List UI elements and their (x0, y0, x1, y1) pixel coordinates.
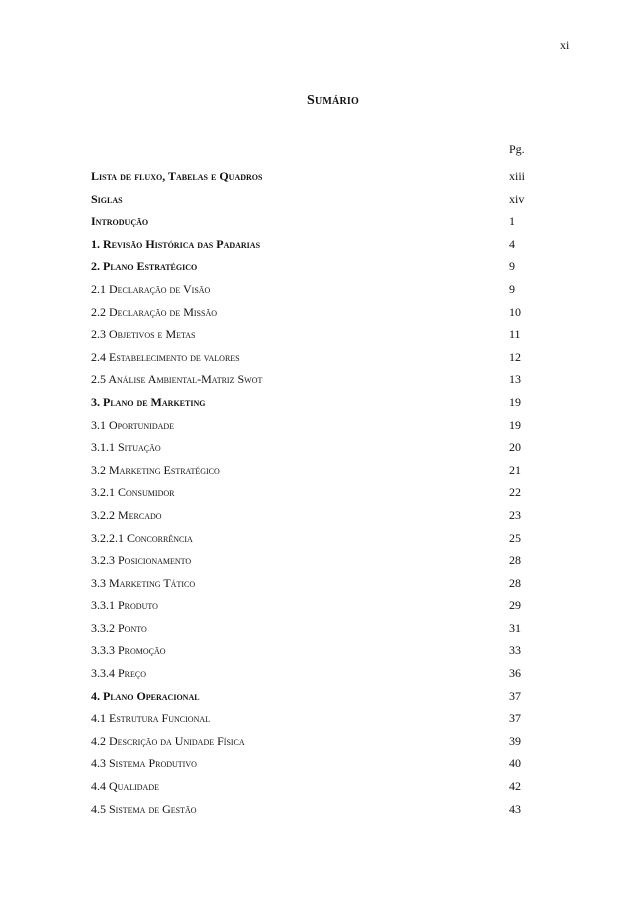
toc-entry-label: 2.4 Estabelecimento de valores (91, 349, 240, 364)
toc-entry (91, 685, 551, 708)
toc-entry-label: 4.5 Sistema de Gestão (91, 801, 197, 816)
toc-entry-page: 11 (509, 327, 521, 342)
toc-entry (91, 775, 551, 798)
toc-entry-label: 4.4 Qualidade (91, 779, 159, 794)
table-of-contents (91, 165, 551, 820)
toc-entry (91, 662, 551, 685)
toc-entry-label: 3.2 Marketing Estratégico (91, 462, 220, 477)
toc-entry-label: 3.3.1 Produto (91, 598, 158, 613)
toc-entry-page: xiv (509, 191, 525, 206)
toc-entry-label: 3.2.2.1 Concorrência (91, 530, 193, 545)
toc-entry-page: 42 (509, 779, 521, 794)
toc-entry-page: 4 (509, 236, 515, 251)
toc-entry-page: 23 (509, 507, 521, 522)
toc-entry-page: 22 (509, 485, 521, 500)
toc-entry-label: 3. Plano de Marketing (91, 394, 206, 409)
toc-entry-label: 3.3.3 Promoção (91, 643, 166, 658)
toc-entry-page: 9 (509, 281, 515, 296)
toc-entry-label: 1. Revisão Histórica das Padarias (91, 236, 261, 251)
toc-entry-page: 37 (509, 711, 521, 726)
toc-entry (91, 594, 551, 617)
toc-entry (91, 481, 551, 504)
toc-entry-label: 2.2 Declaração de Missão (91, 304, 218, 319)
toc-entry-page: 1 (509, 214, 515, 229)
toc-entry-page: 37 (509, 688, 521, 703)
toc-entry (91, 391, 551, 414)
toc-entry (91, 549, 551, 572)
toc-entry-label: 3.2.1 Consumidor (91, 485, 175, 500)
toc-entry-label: 2.3 Objetivos e Metas (91, 327, 196, 342)
page-column-header: Pg. (509, 142, 525, 156)
toc-entry (91, 527, 551, 550)
toc-entry (91, 730, 551, 753)
toc-entry (91, 414, 551, 437)
toc-entry-page: xiii (509, 169, 526, 183)
toc-entry (91, 639, 551, 662)
toc-entry-page: 10 (509, 304, 521, 319)
toc-entry-label: 3.2.3 Posicionamento (91, 553, 192, 568)
toc-entry-page: 28 (509, 575, 521, 590)
toc-entry-label: 3.1 Oportunidade (91, 417, 175, 432)
toc-entry (91, 617, 551, 640)
toc-entry (91, 436, 551, 459)
toc-entry-label: 3.3.2 Ponto (91, 620, 147, 635)
toc-entry-page: 43 (509, 801, 521, 816)
toc-entry-label: 2.1 Declaração de Visão (91, 281, 211, 296)
toc-entry-page: 31 (509, 620, 521, 635)
toc-entry (91, 278, 551, 301)
toc-entry-label: Introdução (91, 214, 149, 229)
page-number: xi (560, 38, 570, 52)
toc-entry-page: 19 (509, 394, 521, 409)
toc-entry (91, 301, 551, 324)
toc-entry-label: 2. Plano Estratégico (91, 259, 198, 274)
toc-entry (91, 368, 551, 391)
toc-entry-page: 12 (509, 349, 521, 364)
toc-entry-page: 28 (509, 553, 521, 568)
toc-entry-page: 33 (509, 643, 521, 658)
toc-entry-label: Siglas (91, 191, 123, 206)
toc-entry-label: 2.5 Análise Ambiental-Matriz Swot (91, 372, 263, 387)
toc-entry (91, 165, 551, 188)
toc-entry (91, 459, 551, 482)
toc-entry-label: Lista de fluxo, Tabelas e Quadros (91, 169, 263, 183)
toc-entry (91, 210, 551, 233)
toc-entry-page: 20 (509, 440, 521, 455)
toc-entry (91, 346, 551, 369)
toc-entry-label: 3.1.1 Situação (91, 440, 161, 455)
toc-entry-page: 21 (509, 462, 521, 477)
toc-entry (91, 572, 551, 595)
toc-entry-label: 4.3 Sistema Produtivo (91, 756, 197, 771)
toc-entry (91, 255, 551, 278)
toc-entry (91, 323, 551, 346)
toc-entry-page: 29 (509, 598, 521, 613)
toc-entry-label: 3.3.4 Preço (91, 666, 147, 681)
toc-entry-page: 39 (509, 733, 521, 748)
toc-entry-page: 36 (509, 666, 521, 681)
toc-entry (91, 504, 551, 527)
toc-entry-page: 19 (509, 417, 521, 432)
toc-entry (91, 188, 551, 211)
page-title: Sumário (307, 93, 359, 108)
toc-entry (91, 752, 551, 775)
toc-entry-page: 40 (509, 756, 521, 771)
toc-entry-label: 3.2.2 Mercado (91, 507, 162, 522)
toc-entry-page: 13 (509, 372, 521, 387)
toc-entry (91, 233, 551, 256)
toc-entry-label: 4.2 Descrição da Unidade Física (91, 733, 245, 748)
toc-entry (91, 798, 551, 821)
toc-entry-label: 3.3 Marketing Tático (91, 575, 196, 590)
toc-entry (91, 707, 551, 730)
toc-entry-page: 25 (509, 530, 521, 545)
toc-entry-label: 4.1 Estrutura Funcional (91, 711, 211, 726)
toc-entry-page: 9 (509, 259, 515, 274)
toc-entry-label: 4. Plano Operacional (91, 688, 200, 703)
